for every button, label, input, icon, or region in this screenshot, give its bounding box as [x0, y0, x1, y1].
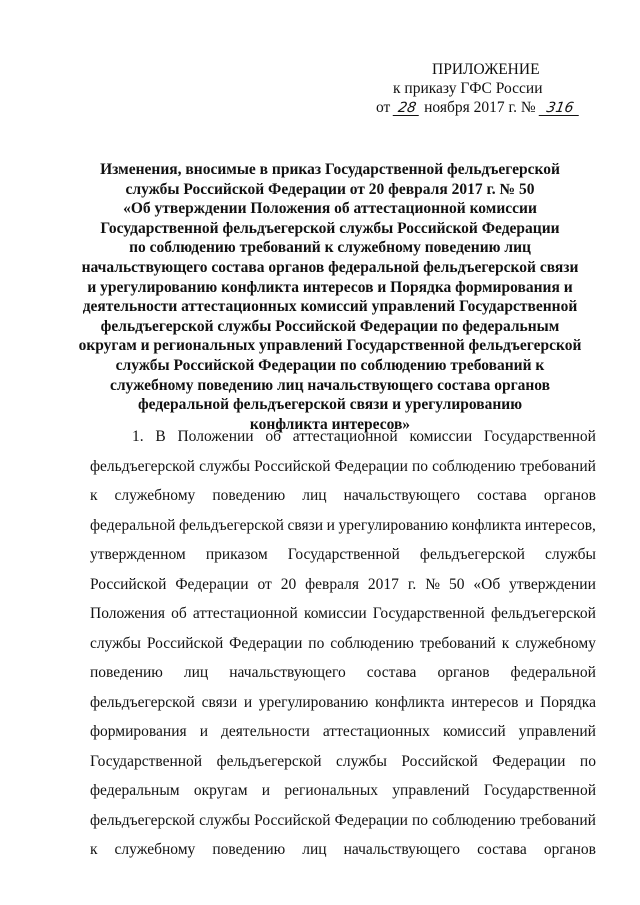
handwritten-order-number: 316 [538, 101, 581, 116]
appendix-title: ПРИЛОЖЕНИЕ [432, 61, 540, 78]
heading-line: деятельности аттестационных комиссий управлений Государственной [82, 298, 578, 316]
body-line: федеральной фельдъегерской связи и урегулированию конфликта интересов, [90, 516, 596, 534]
body-line: Государственной фельдъегерской службы Российской Федерации по [90, 752, 596, 770]
heading-line: федеральной фельдъегерской связи и урегулированию [137, 396, 523, 414]
document-heading [70, 160, 590, 434]
body-line: к служебному поведению лиц начальствующего состава органов [90, 841, 596, 858]
body-line: формирования и деятельности аттестационных комиссий управлений [90, 723, 596, 740]
body-line: к служебному поведению лиц начальствующего состава органов [90, 487, 596, 504]
heading-line: службы Российской Федерации по соблюдению требований к [115, 356, 545, 374]
date-prefix: от [376, 99, 391, 116]
appendix-block [372, 60, 612, 117]
appendix-date-line [372, 98, 612, 117]
body-line: утвержденном приказом Государственной фельдъегерской службы [90, 546, 596, 563]
body-line: Положения об аттестационной комиссии Государственной фельдъегерской [90, 605, 596, 622]
heading-line: «Об утверждении Положения об аттестационной комиссии [123, 200, 537, 218]
body-line: фельдъегерской связи и урегулированию конфликта интересов и Порядка [90, 693, 596, 711]
body-line: фельдъегерской службы Российской Федерации по соблюдению требований [90, 811, 596, 829]
heading-line: Изменения, вносимые в приказ Государственной фельдъегерской [100, 161, 560, 178]
heading-line: по соблюдению требований к служебному поведению лиц [129, 239, 531, 257]
heading-line: служебному поведению лиц начальствующего состава органов [109, 376, 551, 394]
heading-line: округам и региональных управлений Государственной фельдъегерской [78, 337, 582, 355]
heading-line: Государственной фельдъегерской службы Российской Федерации [100, 219, 560, 237]
document-body [90, 422, 596, 865]
heading-line: фельдъегерской службы Российской Федерации по федеральным [100, 317, 560, 335]
heading-line: конфликта интересов» [249, 415, 411, 433]
body-line: поведению лиц начальствующего состава органов федеральной [90, 664, 596, 681]
body-line: 1. В Положении об аттестационной комиссии Государственной [132, 428, 596, 445]
body-line: федеральным округам и региональных управлений Государственной [90, 782, 596, 799]
heading-line: и урегулированию конфликта интересов и Порядка формирования и [87, 278, 573, 296]
handwritten-day: 28 [393, 101, 422, 116]
heading-line: службы Российской Федерации от 20 февраля 2017 г. № 50 [125, 180, 535, 198]
date-rest: ноября 2017 г. № [424, 99, 536, 116]
appendix-order-ref: к приказу ГФС России [393, 80, 543, 97]
heading-line: начальствующего состава органов федеральной фельдъегерской связи [81, 258, 579, 276]
body-line: службы Российской Федерации по соблюдению требований к служебному [90, 634, 596, 652]
body-line: Российской Федерации от 20 февраля 2017 г. № 50 «Об утверждении [90, 575, 596, 593]
body-line: фельдъегерской службы Российской Федерации по соблюдению требований [90, 457, 596, 475]
